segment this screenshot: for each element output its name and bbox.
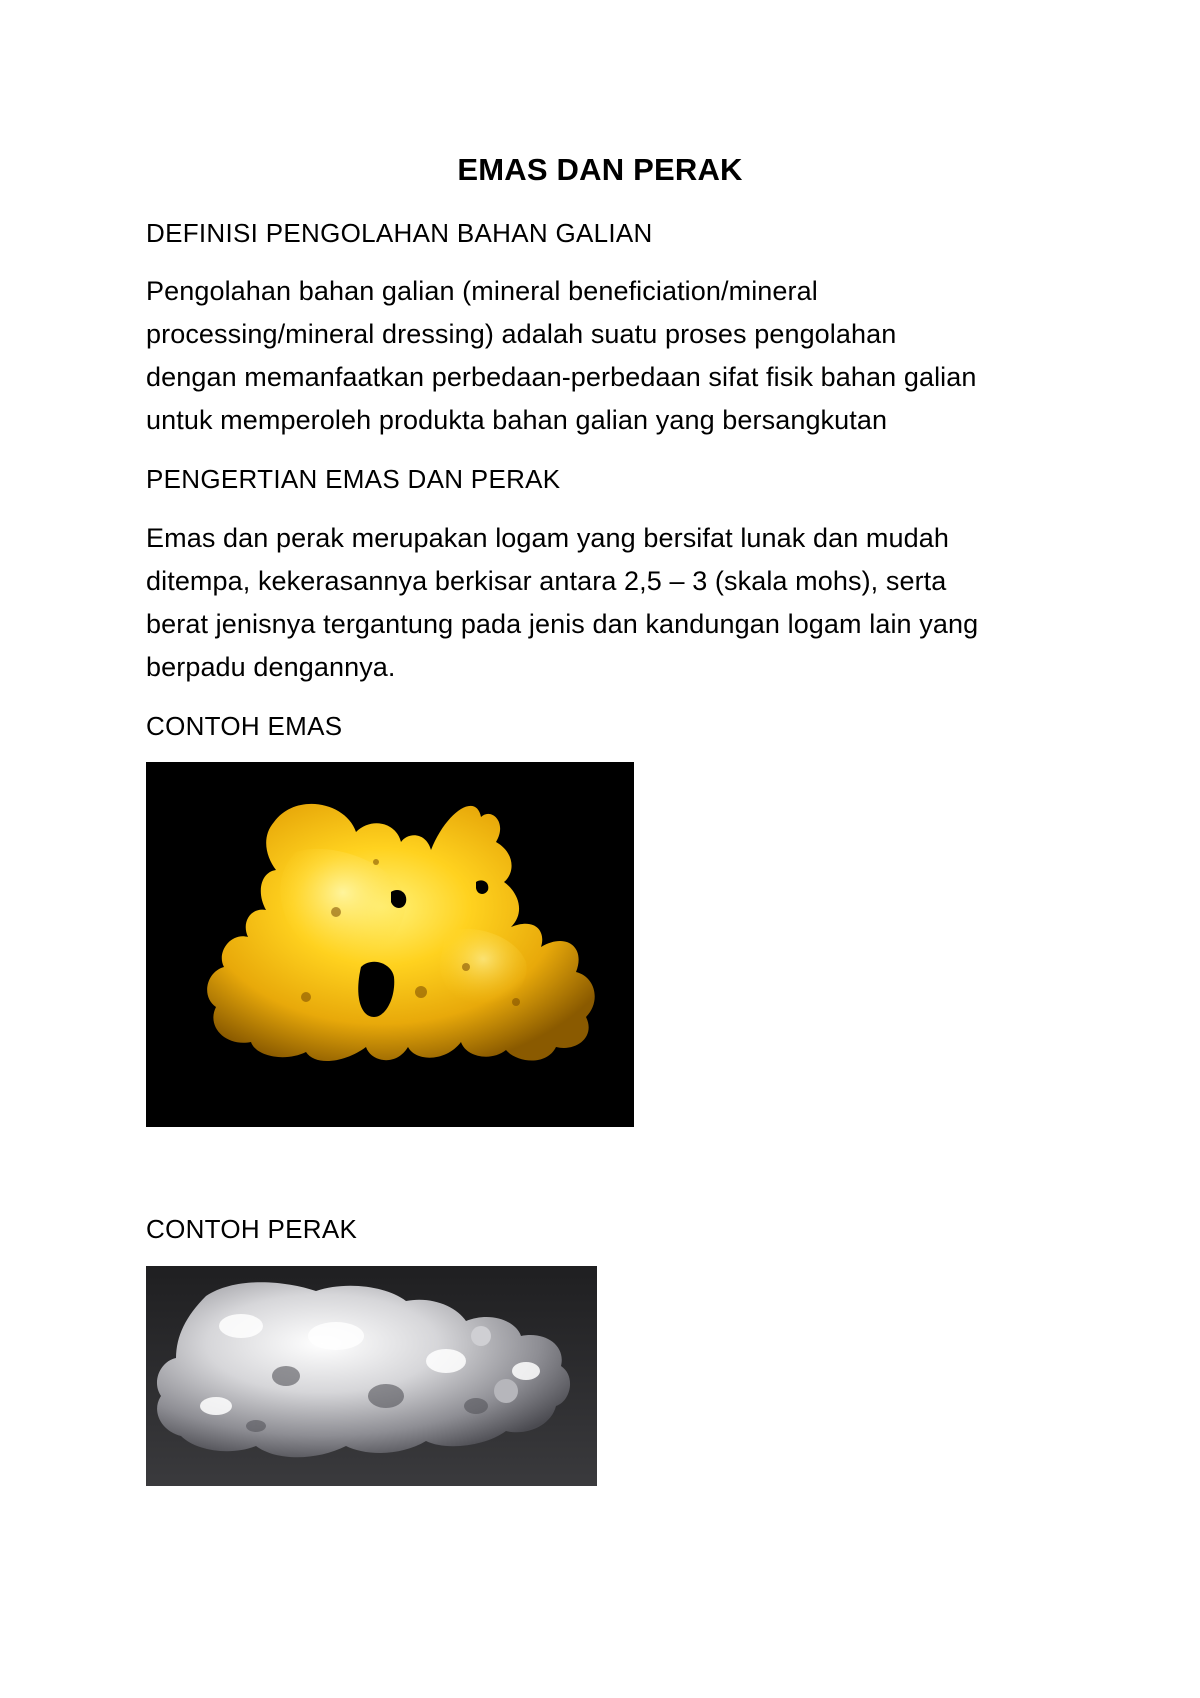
paragraph-pengertian	[146, 517, 1076, 689]
paragraph-line: Emas dan perak merupakan logam yang bersifat lunak dan mudah	[146, 523, 949, 553]
silver-nugget-photo	[146, 1266, 597, 1486]
paragraph-line: ditempa, kekerasannya berkisar antara 2,5 – 3 (skala mohs), serta	[146, 566, 947, 596]
paragraph-line: berat jenisnya tergantung pada jenis dan kandungan logam lain yang	[146, 609, 979, 639]
paragraph-line: berpadu dengannya.	[146, 652, 396, 682]
paragraph-line: processing/mineral dressing) adalah suatu proses pengolahan	[146, 319, 897, 349]
page-title: EMAS DAN PERAK	[457, 152, 743, 187]
paragraph-line: Pengolahan bahan galian (mineral beneficiation/mineral	[146, 276, 818, 306]
section-heading-contoh-perak: CONTOH PERAK	[146, 1214, 358, 1244]
section-heading-pengertian: PENGERTIAN EMAS DAN PERAK	[146, 464, 561, 494]
gold-nugget-image	[146, 762, 634, 1127]
section-heading-definisi: DEFINISI PENGOLAHAN BAHAN GALIAN	[146, 218, 653, 248]
section-heading-contoh-emas: CONTOH EMAS	[146, 711, 343, 741]
paragraph-line: dengan memanfaatkan perbedaan-perbedaan sifat fisik bahan galian	[146, 362, 977, 392]
paragraph-line: untuk memperoleh produkta bahan galian yang bersangkutan	[146, 405, 888, 435]
gold-nugget-photo	[146, 762, 634, 1127]
silver-nugget-image	[146, 1266, 597, 1486]
paragraph-definisi	[146, 270, 1076, 442]
